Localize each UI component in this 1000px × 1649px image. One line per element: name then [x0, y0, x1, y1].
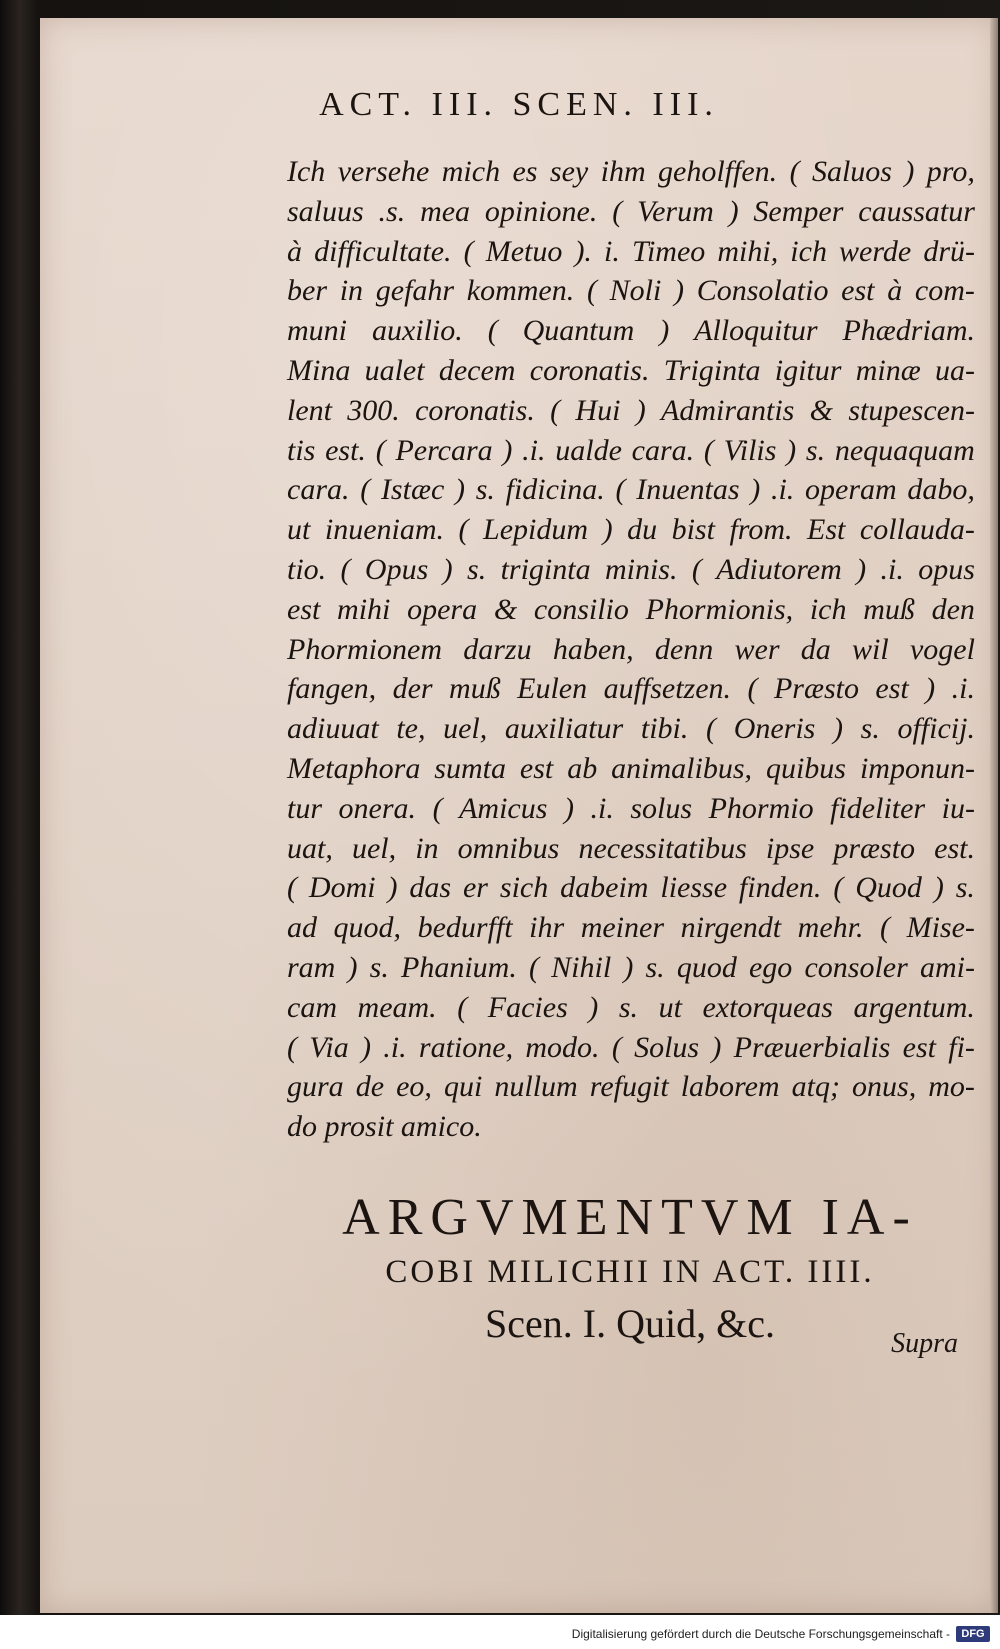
word: ( [432, 791, 443, 825]
word: omnibus [457, 831, 560, 865]
word: der [392, 672, 433, 706]
word: er [462, 871, 488, 905]
word: Hui [575, 393, 621, 427]
word: ) [635, 393, 646, 427]
text-line [287, 868, 975, 908]
word: werde [839, 234, 912, 268]
word: Phormionem [287, 632, 442, 666]
text-line [287, 192, 975, 232]
word: Eulen [517, 672, 588, 706]
word: ( [487, 314, 498, 348]
word: animalibus, [611, 751, 753, 785]
word: i. [604, 234, 620, 268]
word: ) [933, 871, 944, 905]
word: ) [602, 513, 613, 547]
word: coronatis. [529, 353, 650, 387]
word: atq; [791, 1070, 840, 1104]
word: .i. [383, 1030, 407, 1064]
word: fideliter [830, 791, 926, 825]
word: ( [457, 990, 468, 1024]
word: Vilis [723, 433, 777, 467]
word: pro, [926, 155, 975, 188]
word: ) [442, 552, 453, 586]
word: s. [618, 990, 639, 1024]
word: denn [654, 632, 714, 666]
word: de [355, 1070, 385, 1104]
word: Mina [287, 353, 351, 387]
word: tur [287, 791, 323, 825]
word: ihr [529, 911, 565, 945]
word: Est [807, 513, 846, 547]
text-line [287, 271, 975, 311]
word: s. [467, 552, 487, 586]
word: tio. [287, 552, 327, 586]
word: caussatur [858, 194, 975, 228]
word: cara. [631, 433, 695, 467]
text-line [287, 470, 975, 510]
word: Percara [395, 433, 493, 467]
word: ). [574, 234, 592, 268]
word: Metuo [485, 234, 563, 268]
word: opera [407, 592, 478, 626]
section-title [280, 1188, 980, 1352]
word: igitur [774, 353, 842, 387]
word: ( [287, 1030, 297, 1064]
word: Nihil [551, 950, 612, 984]
word: dabeim [560, 871, 649, 905]
word: quod, [333, 911, 402, 945]
word: opus [918, 552, 975, 586]
text-line [287, 431, 975, 471]
word: stupescen- [848, 393, 975, 427]
word: est. [325, 433, 366, 467]
word: ( [615, 473, 626, 507]
word: tis [287, 433, 316, 467]
word: wer [734, 632, 780, 666]
word: meam. [357, 990, 437, 1024]
word: ) [454, 473, 465, 507]
text-line [287, 1028, 975, 1068]
word: Quantum [522, 314, 635, 348]
word: ( [528, 950, 539, 984]
word: nequaquam [834, 433, 975, 467]
word: fangen, [287, 672, 377, 706]
word: collauda- [859, 513, 975, 547]
word: solus [630, 791, 693, 825]
word: coronatis. [415, 393, 535, 427]
word: imponun- [859, 751, 975, 785]
word: ) [361, 1030, 371, 1064]
word: ( [463, 234, 474, 268]
text-line [287, 1107, 975, 1147]
word: da [800, 632, 831, 666]
word: nullum [494, 1070, 578, 1104]
word: fidicina. [505, 473, 605, 507]
text-line [287, 590, 975, 630]
word: ) [387, 871, 398, 905]
text-line [287, 510, 975, 550]
word: ) [728, 194, 739, 228]
text-line [287, 232, 975, 272]
word: laborem [680, 1070, 780, 1104]
word: es [512, 155, 538, 188]
word: Solus [634, 1030, 700, 1064]
text-line [287, 311, 975, 351]
word: darzu [463, 632, 532, 666]
word: ber [287, 274, 327, 308]
word: adiuuat [287, 712, 379, 746]
word: .s. [378, 194, 406, 228]
word: muß [449, 672, 501, 706]
word: est [902, 1030, 936, 1064]
word: ) [904, 155, 915, 188]
word: Facies [487, 990, 568, 1024]
word: cara. [287, 473, 350, 507]
word: ( [340, 552, 351, 586]
word: Verum [637, 194, 714, 228]
word: muß [863, 592, 915, 626]
word: muni [287, 314, 347, 348]
word: Noli [609, 274, 662, 308]
word: iu- [941, 791, 975, 825]
word: Consolatio [696, 274, 829, 308]
word: eo, [396, 1070, 432, 1104]
word: operam [805, 473, 897, 507]
word: à [887, 274, 903, 308]
word: ut [658, 990, 682, 1024]
word: s. [475, 473, 495, 507]
catchword: Supra [891, 1328, 958, 1359]
word: ( [789, 155, 800, 188]
word: Saluos [811, 155, 892, 188]
word: ) [750, 473, 761, 507]
word: Inuentas [636, 473, 740, 507]
word: ) [833, 712, 843, 746]
word: .i. [951, 672, 975, 706]
word: ami- [919, 950, 975, 984]
text-line [287, 391, 975, 431]
word: inueniam. [324, 513, 445, 547]
word: ram [287, 950, 336, 984]
word: Alloquitur [694, 314, 818, 348]
word: saluus [287, 194, 364, 228]
text-line [287, 749, 975, 789]
running-header: ACT. III. SCEN. III. [319, 86, 719, 123]
word: auxilio. [371, 314, 463, 348]
word: vogel [909, 632, 975, 666]
word: geholffen. [658, 155, 778, 188]
word: tibi. [640, 712, 689, 746]
word: ego [748, 950, 793, 984]
word: consoler [804, 950, 908, 984]
word: Phædriam. [842, 314, 975, 348]
word: ( [360, 473, 371, 507]
word: mehr. [797, 911, 864, 945]
word: ) [659, 314, 670, 348]
word: ) [786, 433, 797, 467]
word: in [415, 831, 439, 865]
word: Oneris [733, 712, 816, 746]
word: Metaphora [287, 751, 421, 785]
text-line [287, 709, 975, 749]
funding-notice: Digitalisierung gefördert durch die Deutsche Forschungsgemeinschaft - [571, 1627, 950, 1641]
word: ( [612, 194, 623, 228]
word: refugit [589, 1070, 669, 1104]
word: ) [711, 1030, 722, 1064]
word: ) [502, 433, 513, 467]
word: decem [438, 353, 516, 387]
word: ich [790, 234, 827, 268]
word: 300. [347, 393, 400, 427]
word: auxiliatur [504, 712, 624, 746]
title-line-3: Scen. I. Quid, &c. [485, 1301, 775, 1346]
word: Phormio [708, 791, 814, 825]
text-line-content: do prosit amico. [287, 1110, 482, 1144]
word: & [809, 393, 834, 427]
word: haben, [552, 632, 634, 666]
word: ipse [765, 831, 815, 865]
word: das [409, 871, 452, 905]
word: s. [645, 950, 665, 984]
word: onera. [338, 791, 417, 825]
word: auffsetzen. [603, 672, 732, 706]
word: mo- [928, 1070, 975, 1104]
word: cam [287, 990, 337, 1024]
word: Phormionis, [645, 592, 794, 626]
word: ualde [555, 433, 622, 467]
word: ( [691, 552, 702, 586]
word: extorqueas [702, 990, 833, 1024]
word: triginta [500, 552, 591, 586]
title-line-2: COBI MILICHII IN ACT. IIII. [385, 1254, 875, 1290]
word: mea [420, 194, 471, 228]
word: Quod [855, 871, 922, 905]
word: est [519, 751, 554, 785]
word: ) [856, 552, 867, 586]
word: meiner [580, 911, 665, 945]
word: mihi, [717, 234, 779, 268]
word: s. [805, 433, 826, 467]
text-line [287, 988, 975, 1028]
word: sey [549, 155, 589, 188]
word: modo. [525, 1030, 600, 1064]
commentary-text [287, 152, 975, 1147]
word: s. [955, 871, 975, 905]
word: ( [706, 712, 717, 746]
word: liesse [660, 871, 728, 905]
word: Phanium. [401, 950, 517, 984]
word: ihm [600, 155, 646, 188]
word: Ich [287, 155, 326, 188]
text-line [287, 351, 975, 391]
word: ua- [934, 353, 975, 387]
word: ualet [364, 353, 425, 387]
word: kommen. [466, 274, 575, 308]
word: gefahr [375, 274, 455, 308]
word: bist [671, 513, 715, 547]
word: finden. [738, 871, 822, 905]
word: minæ [855, 353, 921, 387]
word: bedurfft [417, 911, 513, 945]
word: ad [287, 911, 317, 945]
book-page [40, 18, 998, 1613]
word: onus, [852, 1070, 917, 1104]
title-line-1: ARGVMENTVM IA- [342, 1189, 918, 1246]
word: Semper [753, 194, 844, 228]
word: ( [586, 274, 597, 308]
word: Mise- [906, 911, 975, 945]
word: ab [567, 751, 598, 785]
word: Præuerbialis [733, 1030, 891, 1064]
word: ) [588, 990, 599, 1024]
word: uel, [443, 712, 488, 746]
word: argentum. [853, 990, 975, 1024]
word: est [287, 592, 321, 626]
word: Admirantis [661, 393, 795, 427]
word: Lepidum [483, 513, 589, 547]
word: versehe [337, 155, 430, 188]
word: Præsto [773, 672, 859, 706]
word: mich [441, 155, 501, 188]
word: .i. [590, 791, 614, 825]
word: Via [309, 1030, 349, 1064]
word: ( [550, 393, 561, 427]
word: quibus [765, 751, 846, 785]
word: Triginta [663, 353, 761, 387]
word: præsto [833, 831, 916, 865]
word: ) [623, 950, 634, 984]
word: dabo, [907, 473, 975, 507]
word: ich [809, 592, 847, 626]
word: sich [499, 871, 549, 905]
word: s. [369, 950, 389, 984]
word: & [493, 592, 518, 626]
word: minis. [604, 552, 678, 586]
word: nirgendt [680, 911, 782, 945]
word: Istæc [380, 473, 445, 507]
word: qui [443, 1070, 483, 1104]
page-edge [990, 18, 998, 1613]
word: wil [852, 632, 889, 666]
word: opinione. [484, 194, 598, 228]
text-line [287, 789, 975, 829]
word: Timeo [631, 234, 706, 268]
word: uat, [287, 831, 333, 865]
word: ( [703, 433, 714, 467]
word: gura [287, 1070, 344, 1104]
word: .i. [522, 433, 546, 467]
word: ( [611, 1030, 622, 1064]
word: ratione, [418, 1030, 514, 1064]
word: Amicus [459, 791, 548, 825]
text-line [287, 669, 975, 709]
word: s. [860, 712, 880, 746]
word: fi- [948, 1030, 975, 1064]
dfg-logo-icon: DFG [956, 1626, 990, 1642]
word: consilio [533, 592, 629, 626]
word: officij. [897, 712, 975, 746]
word: necessitatibus [578, 831, 747, 865]
word: ( [375, 433, 386, 467]
word: .i. [880, 552, 904, 586]
text-line [287, 550, 975, 590]
word: te, [396, 712, 426, 746]
word: uel, [351, 831, 397, 865]
text-line [287, 829, 975, 869]
word: .i. [770, 473, 795, 507]
word: ) [925, 672, 936, 706]
word: est. [934, 831, 975, 865]
word: Adiutorem [716, 552, 842, 586]
word: ( [880, 911, 891, 945]
word: à [287, 234, 302, 268]
word: sumta [434, 751, 506, 785]
word: ( [833, 871, 844, 905]
text-line [287, 630, 975, 670]
word: ) [674, 274, 685, 308]
text-line [287, 1067, 975, 1107]
word: ut [287, 513, 311, 547]
text-line [287, 152, 975, 192]
word: drü- [923, 234, 975, 268]
word: est [875, 672, 909, 706]
text-line [287, 908, 975, 948]
word: lent [287, 393, 332, 427]
word: difficultate. [314, 234, 452, 268]
word: ) [563, 791, 574, 825]
word: Domi [308, 871, 376, 905]
word: du [627, 513, 658, 547]
word: Opus [364, 552, 429, 586]
word: com- [914, 274, 975, 308]
text-line [287, 948, 975, 988]
word: est [841, 274, 875, 308]
word: ) [347, 950, 358, 984]
word: from. [729, 513, 793, 547]
word: mihi [337, 592, 391, 626]
word: ( [747, 672, 758, 706]
word: ( [287, 871, 297, 905]
word: ( [458, 513, 469, 547]
word: den [931, 592, 975, 626]
word: quod [676, 950, 737, 984]
word: in [339, 274, 364, 308]
footer-bar [0, 1615, 1000, 1649]
